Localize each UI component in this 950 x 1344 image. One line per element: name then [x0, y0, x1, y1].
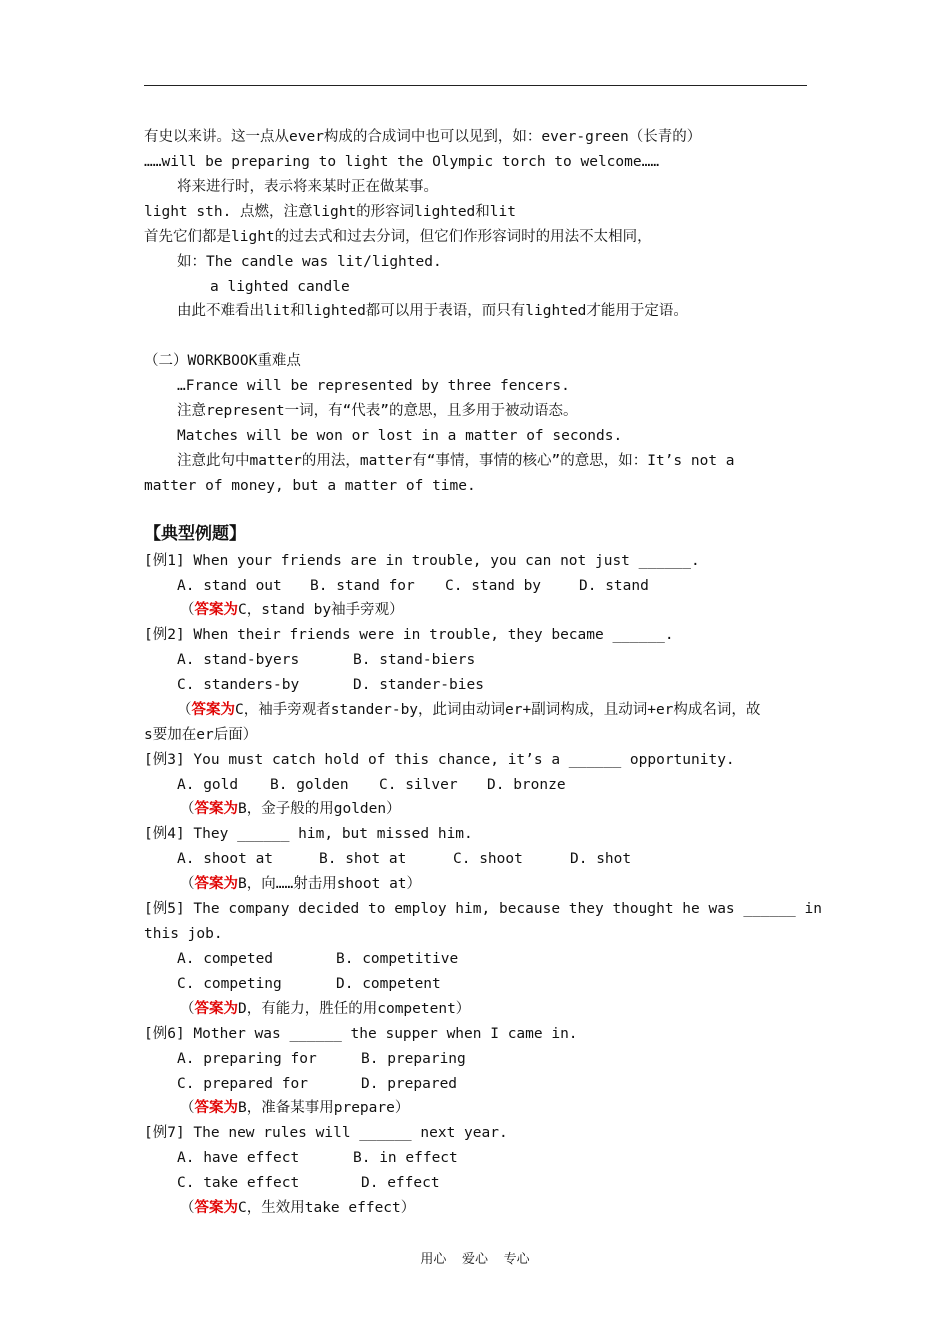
example-3-option-b: B. golden [270, 777, 349, 793]
example-3-answer: （答案为B，金子般的用golden） [180, 801, 401, 817]
example-6-question: [例6] Mother was ______ the supper when I came in. [144, 1026, 578, 1042]
example-1-option-c: C. stand by [445, 578, 542, 594]
example-6-option-b: B. preparing [361, 1051, 466, 1067]
example-3-question: [例3] You must catch hold of this chance, it’s a ______ opportunity. [144, 752, 735, 768]
example-7-option-a: A. have effect [177, 1150, 300, 1166]
example-5-answer: （答案为D，有能力，胜任的用competent） [180, 1001, 471, 1017]
intro-line-7: a lighted candle [210, 279, 350, 295]
example-5-option-b: B. competitive [336, 951, 459, 967]
answer-label: 答案为 [194, 876, 238, 892]
example-2-option-d: D. stander-bies [353, 677, 484, 693]
example-6-option-a: A. preparing for [177, 1051, 317, 1067]
example-6-option-d: D. prepared [361, 1076, 458, 1092]
example-2-option-a: A. stand-byers [177, 652, 300, 668]
example-1-answer: （答案为C，stand by袖手旁观） [180, 602, 404, 618]
example-4-option-b: B. shot at [319, 851, 407, 867]
header-rule [144, 85, 807, 86]
example-4-option-d: D. shot [570, 851, 632, 867]
answer-label: 答案为 [194, 1100, 238, 1116]
workbook-line-1: …France will be represented by three fencers. [177, 378, 570, 394]
intro-line-3: 将来进行时，表示将来某时正在做某事。 [177, 179, 438, 195]
example-1-question: [例1] When your friends are in trouble, you can not just ______. [144, 553, 700, 569]
intro-line-2: ……will be preparing to light the Olympic torch to welcome…… [144, 154, 660, 170]
example-5-option-c: C. competing [177, 976, 282, 992]
answer-label: 答案为 [194, 801, 238, 817]
example-5-option-d: D. competent [336, 976, 441, 992]
example-5-option-a: A. competed [177, 951, 274, 967]
example-4-answer: （答案为B，向……射击用shoot at） [180, 876, 422, 892]
answer-label: 答案为 [194, 602, 238, 618]
example-1-option-d: D. stand [579, 578, 649, 594]
workbook-title: （二）WORKBOOK重难点 [144, 353, 301, 369]
intro-line-1: 有史以来讲。这一点从ever构成的合成词中也可以见到，如：ever-green（长青的） [144, 129, 702, 145]
workbook-line-4a: 注意此句中matter的用法，matter有“事情，事情的核心”的意思，如：It’s not a [177, 453, 735, 469]
example-7-option-c: C. take effect [177, 1175, 300, 1191]
answer-label: 答案为 [191, 702, 235, 718]
answer-label: 答案为 [194, 1001, 238, 1017]
example-7-option-b: B. in effect [353, 1150, 458, 1166]
example-2-answer: （答案为C，袖手旁观者stander-by，此词由动词er+副词构成，且动词+er构成名词，故 [177, 702, 761, 718]
example-5-question-cont: this job. [144, 926, 223, 942]
example-4-question: [例4] They ______ him, but missed him. [144, 826, 473, 842]
workbook-line-2: 注意represent一词，有“代表”的意思，且多用于被动语态。 [177, 403, 578, 419]
examples-heading: 【典型例题】 [144, 524, 246, 544]
example-1-option-b: B. stand for [310, 578, 415, 594]
example-6-option-c: C. prepared for [177, 1076, 308, 1092]
example-3-option-a: A. gold [177, 777, 239, 793]
example-1-option-a: A. stand out [177, 578, 282, 594]
intro-line-8: 由此不难看出lit和lighted都可以用于表语，而只有lighted才能用于定语。 [177, 303, 688, 319]
workbook-line-4b: matter of money, but a matter of time. [144, 478, 476, 494]
example-7-answer: （答案为C，生效用take effect） [180, 1200, 416, 1216]
example-4-option-c: C. shoot [453, 851, 523, 867]
page-footer: 用心 爱心 专心 [420, 1252, 530, 1267]
example-3-option-c: C. silver [379, 777, 458, 793]
example-5-question: [例5] The company decided to employ him, because they thought he was ______ in [144, 901, 822, 917]
example-7-question: [例7] The new rules will ______ next year. [144, 1125, 508, 1141]
intro-line-6: 如：The candle was lit/lighted. [177, 254, 442, 270]
example-3-option-d: D. bronze [487, 777, 566, 793]
answer-label: 答案为 [194, 1200, 238, 1216]
example-7-option-d: D. effect [361, 1175, 440, 1191]
example-2-option-b: B. stand-biers [353, 652, 476, 668]
example-4-option-a: A. shoot at [177, 851, 274, 867]
example-2-option-c: C. standers-by [177, 677, 300, 693]
intro-line-4: light sth. 点燃，注意light的形容词lighted和lit [144, 204, 516, 220]
example-6-answer: （答案为B，准备某事用prepare） [180, 1100, 410, 1116]
example-2-question: [例2] When their friends were in trouble, they became ______. [144, 627, 674, 643]
intro-line-5: 首先它们都是light的过去式和过去分词，但它们作形容词时的用法不太相同， [144, 229, 652, 245]
workbook-line-3: Matches will be won or lost in a matter of seconds. [177, 428, 623, 444]
example-2-answer-cont: s要加在er后面） [144, 727, 258, 743]
